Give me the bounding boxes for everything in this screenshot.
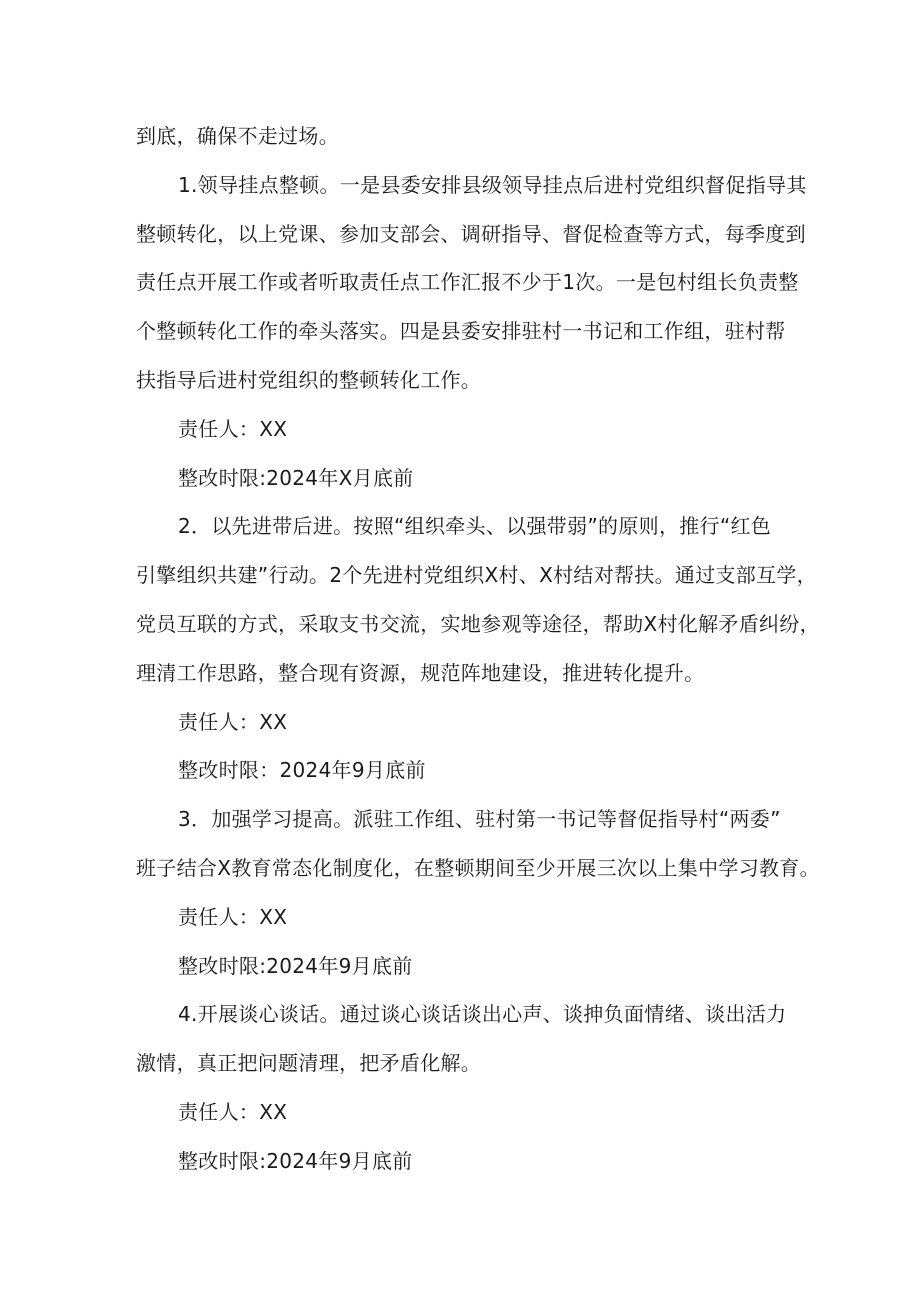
paragraph-1-title: 1.领导挂点整顿。一是县委安排县级领导挂点后进村党组织督促指导其 — [178, 172, 807, 197]
text-line: 激情，真正把问题清理，把矛盾化解。 — [136, 1051, 482, 1076]
text-line: 整顿转化，以上党课、参加支部会、调研指导、督促检查等方式，每季度到 — [136, 221, 806, 246]
deadline: 整改时限:2024年X月底前 — [178, 465, 414, 490]
responsible-person: 责任人：XX — [178, 416, 288, 441]
deadline: 整改时限：2024年9月底前 — [178, 758, 426, 783]
text-line: 党员互联的方式，采取支书交流，实地参观等途径，帮助X村化解矛盾纠纷， — [136, 611, 820, 636]
text-line: 理清工作思路，整合现有资源，规范阵地建设，推进转化提升。 — [136, 660, 705, 685]
text-line: 责任点开展工作或者听取责任点工作汇报不少于1次。一是包村组长负责整 — [136, 270, 799, 295]
text-line: 扶指导后进村党组织的整顿转化工作。 — [136, 367, 482, 392]
paragraph-2-title: 2．以先进带后进。按照“组织牵头、以强带弱”的原则，推行“红色 — [178, 514, 772, 539]
document-page — [136, 112, 820, 1186]
deadline: 整改时限:2024年9月底前 — [178, 953, 413, 978]
responsible-person: 责任人：XX — [178, 1099, 288, 1124]
responsible-person: 责任人：XX — [178, 709, 288, 734]
responsible-person: 责任人：XX — [178, 904, 288, 929]
deadline: 整改时限:2024年9月底前 — [178, 1148, 413, 1173]
paragraph-3-title: 3．加强学习提高。派驻工作组、驻村第一书记等督促指导村“两委” — [178, 807, 781, 832]
text-line: 引擎组织共建”行动。2个先进村党组织X村、X村结对帮扶。通过支部互学， — [136, 563, 817, 588]
paragraph-4-title: 4.开展谈心谈话。通过谈心谈话谈出心声、谈抻负面情绪、谈出活力 — [178, 1002, 787, 1027]
text-line: 班子结合X教育常态化制度化，在整顿期间至少开展三次以上集中学习教育。 — [136, 855, 820, 880]
text-line: 到底，确保不走过场。 — [136, 124, 339, 148]
text-line: 个整顿转化工作的牵头落实。四是县委安排驻村一书记和工作组，驻村帮 — [136, 319, 786, 344]
